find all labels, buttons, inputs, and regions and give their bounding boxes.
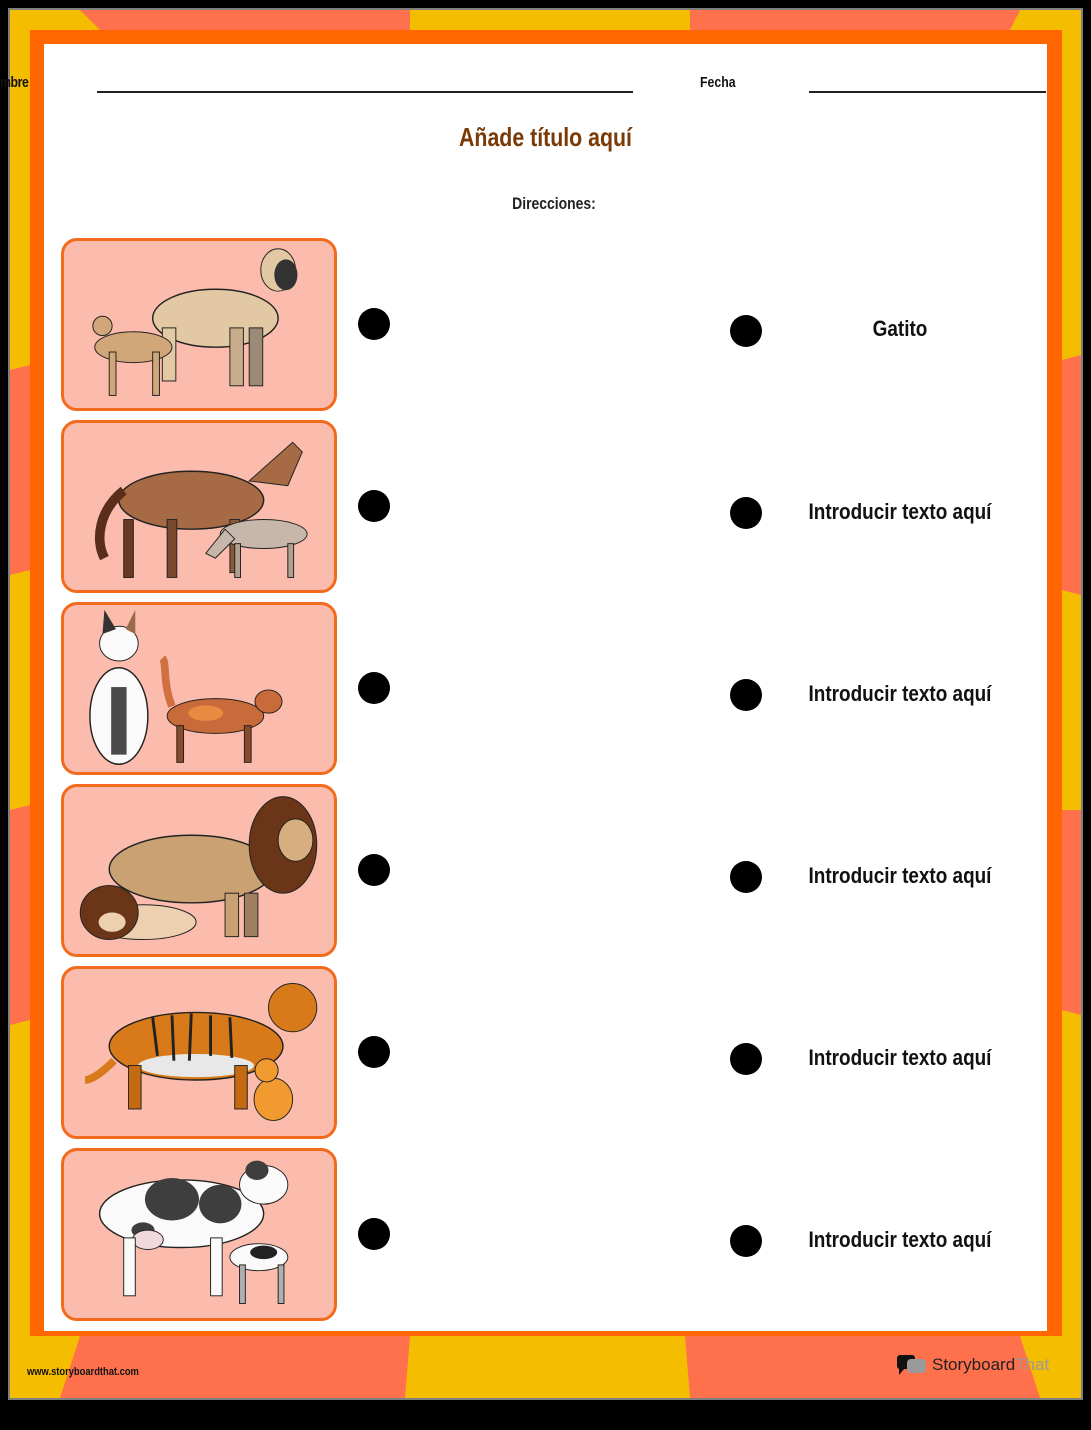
image-card-cow: [61, 1148, 337, 1321]
name-input-line[interactable]: [97, 91, 633, 93]
cow-with-calf-illustration: [64, 1151, 334, 1318]
horse-with-foal-illustration: [64, 423, 334, 590]
match-dot-left-1[interactable]: [358, 308, 390, 340]
image-card-dog: [61, 238, 337, 411]
footer-url: www.storyboardthat.com: [27, 1366, 139, 1378]
answer-text-4[interactable]: Introducir texto aquí: [808, 863, 992, 888]
answer-text-6[interactable]: Introducir texto aquí: [808, 1227, 992, 1252]
match-dot-left-6[interactable]: [358, 1218, 390, 1250]
match-dot-right-1[interactable]: [730, 315, 762, 347]
answer-text-2[interactable]: Introducir texto aquí: [808, 499, 992, 524]
match-dot-right-6[interactable]: [730, 1225, 762, 1257]
brand-name-storyboard: Storyboard: [932, 1355, 1016, 1374]
match-dot-left-3[interactable]: [358, 672, 390, 704]
match-dot-right-3[interactable]: [730, 679, 762, 711]
match-dot-right-2[interactable]: [730, 497, 762, 529]
date-input-line[interactable]: [809, 91, 1046, 93]
match-dot-left-5[interactable]: [358, 1036, 390, 1068]
date-label: Fecha: [700, 74, 736, 91]
answer-text-1[interactable]: Gatito: [872, 316, 928, 341]
image-card-cat: [61, 602, 337, 775]
speech-bubbles-icon: [896, 1354, 928, 1376]
image-card-tiger: [61, 966, 337, 1139]
image-card-horse: [61, 420, 337, 593]
storyboardthat-logo: [896, 1354, 1049, 1376]
answer-text-5[interactable]: Introducir texto aquí: [808, 1045, 992, 1070]
directions-label[interactable]: Direcciones:: [512, 194, 596, 213]
match-dot-right-4[interactable]: [730, 861, 762, 893]
tiger-with-cub-illustration: [64, 969, 334, 1136]
match-dot-left-4[interactable]: [358, 854, 390, 886]
brand-name-that: That: [1015, 1355, 1050, 1374]
name-label: mbre: [0, 74, 29, 91]
answer-text-3[interactable]: Introducir texto aquí: [808, 681, 992, 706]
worksheet-title[interactable]: Añade título aquí: [459, 122, 632, 152]
cat-with-kitten-illustration: [64, 605, 334, 772]
image-card-lion: [61, 784, 337, 957]
match-dot-left-2[interactable]: [358, 490, 390, 522]
dog-with-puppy-illustration: [64, 241, 334, 408]
lion-with-cub-illustration: [64, 787, 334, 954]
match-dot-right-5[interactable]: [730, 1043, 762, 1075]
